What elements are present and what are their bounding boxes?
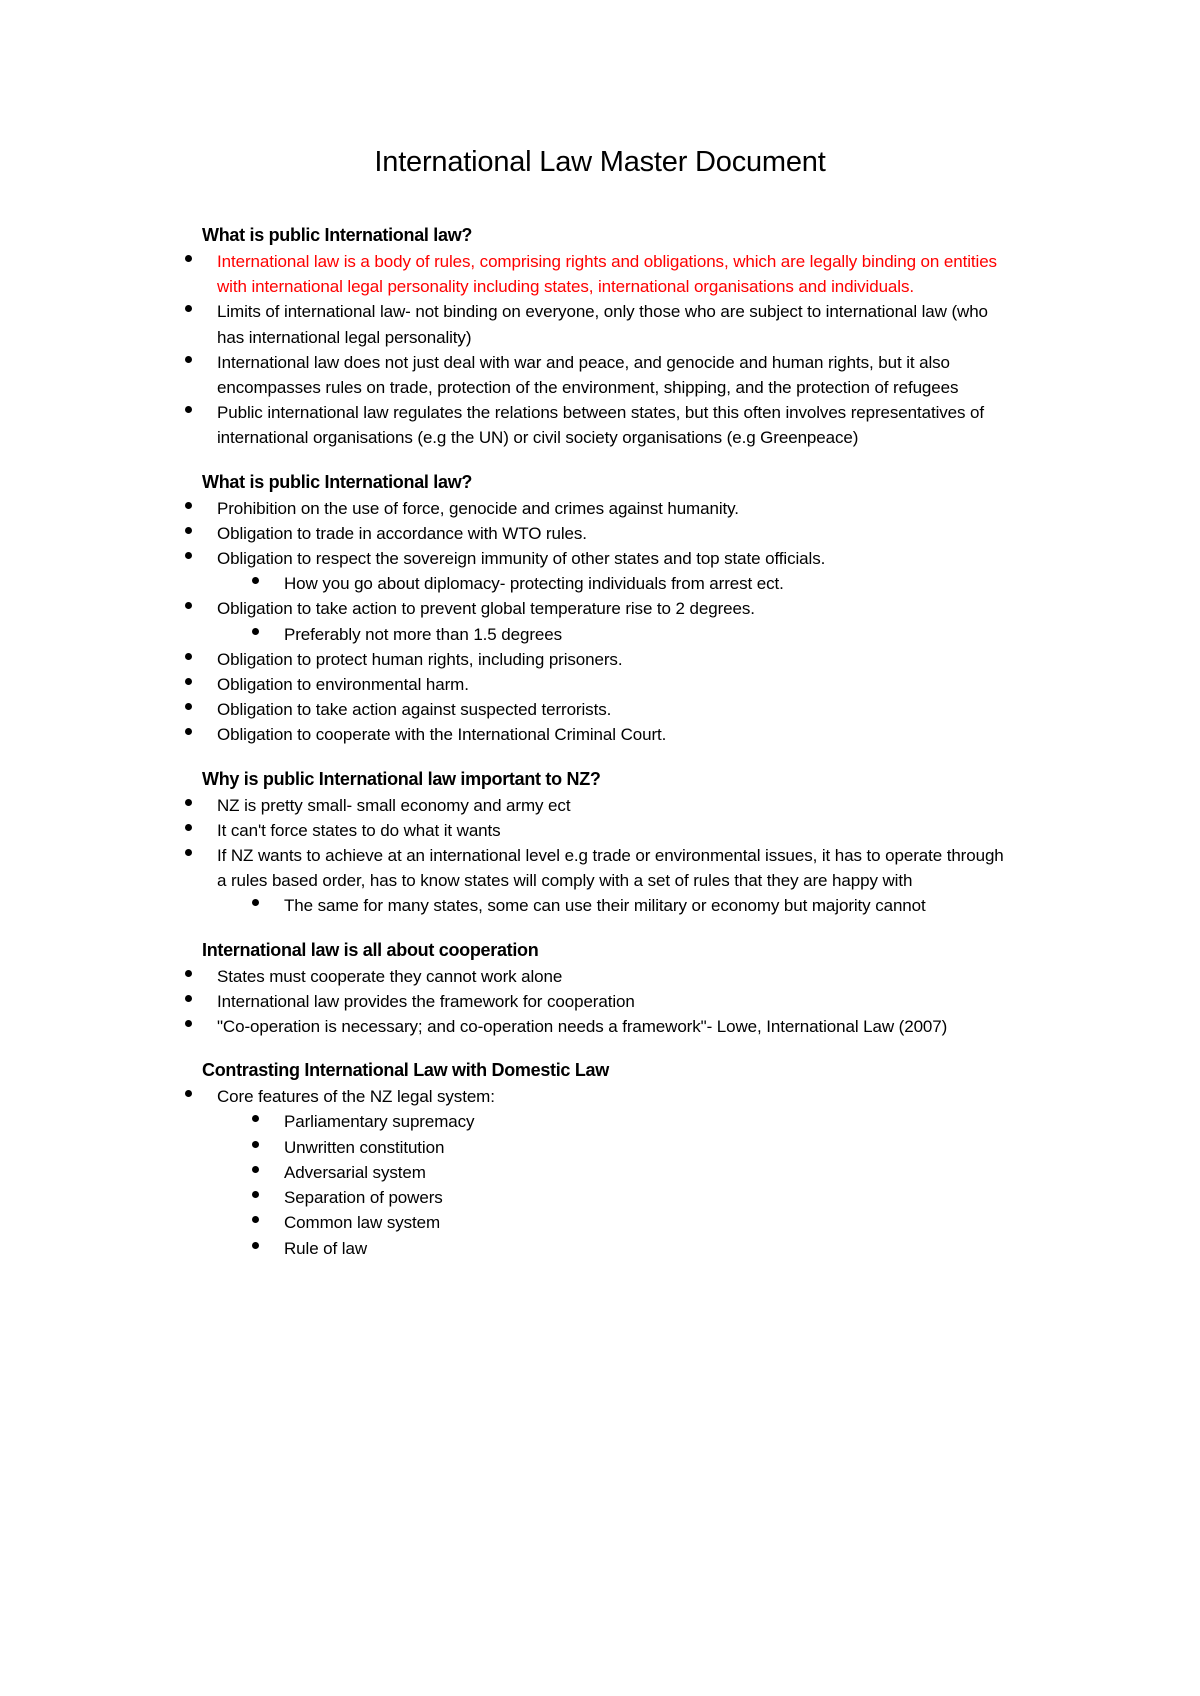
sub-bullet-item	[185, 1185, 1005, 1210]
section-heading: What is public International law?	[202, 225, 473, 245]
bullet-item	[185, 299, 1005, 349]
bullet-dot-icon	[185, 703, 192, 710]
bullet-text: Adversarial system	[284, 1162, 426, 1182]
sub-bullet-item	[185, 893, 1005, 918]
bullet-dot-icon	[185, 824, 192, 831]
bullet-text: Core features of the NZ legal system:	[217, 1087, 495, 1107]
bullet-text: Obligation to cooperate with the International Criminal Court.	[217, 725, 667, 745]
bullet-dot-icon	[185, 799, 192, 806]
bullet-text: International law does not just deal with war and peace, and genocide and human rights, but it also encompasses rules on trade, protection of the environment, shipping, and the protection of refugees	[217, 352, 959, 398]
section-heading: International law is all about cooperation	[202, 939, 539, 960]
bullet-dot-icon	[185, 552, 192, 559]
section	[185, 938, 1005, 1040]
bullet-dot-icon	[185, 653, 192, 660]
bullet-dot-icon	[185, 356, 192, 363]
bullet-text: How you go about diplomacy- protecting individuals from arrest ect.	[284, 574, 784, 594]
section	[185, 223, 1005, 451]
bullet-text: Obligation to environmental harm.	[217, 675, 469, 695]
sub-bullet-item	[185, 1109, 1005, 1134]
bullet-item	[185, 400, 1005, 450]
bullet-text: Common law system	[284, 1213, 441, 1233]
bullet-text: Obligation to take action to prevent global temperature rise to 2 degrees.	[217, 599, 755, 619]
bullet-text: Rule of law	[284, 1238, 367, 1258]
bullet-item	[185, 249, 1005, 299]
bullet-list	[185, 249, 1005, 451]
bullet-dot-icon	[252, 1242, 259, 1249]
bullet-text: Obligation to take action against suspected terrorists.	[217, 700, 612, 720]
bullet-dot-icon	[252, 1115, 259, 1122]
bullet-dot-icon	[252, 577, 259, 584]
section-heading: What is public International law?	[202, 471, 473, 492]
bullet-item	[185, 989, 1005, 1014]
sub-bullet-item	[185, 622, 1005, 647]
bullet-item	[185, 1014, 1005, 1039]
section-heading: Why is public International law important to NZ?	[202, 768, 601, 789]
section	[185, 767, 1005, 919]
bullet-text: "Co-operation is necessary; and co-operation needs a framework"- Lowe, International Law (2007)	[217, 1017, 948, 1037]
bullet-dot-icon	[185, 602, 192, 609]
sub-bullet-item	[185, 1236, 1005, 1261]
sub-bullet-item	[185, 1160, 1005, 1185]
bullet-text: If NZ wants to achieve at an international level e.g trade or environmental issues, it has to operate through a rules based order, has to know states will comply with a set of rules that they are happy with	[217, 846, 1004, 891]
bullet-list	[185, 793, 1005, 919]
bullet-dot-icon	[185, 406, 192, 413]
bullet-text: Public international law regulates the relations between states, but this often involves representatives of international organisations (e.g the UN) or civil society organisations (e.g Greenpeace)	[217, 403, 985, 448]
bullet-item	[185, 647, 1005, 672]
bullet-dot-icon	[185, 255, 192, 262]
bullet-text: Obligation to protect human rights, including prisoners.	[217, 649, 623, 669]
bullet-text: Limits of international law- not binding on everyone, only those who are subject to international law (who has international legal personality)	[217, 302, 988, 347]
bullet-dot-icon	[252, 899, 259, 906]
bullet-text: Preferably not more than 1.5 degrees	[284, 624, 563, 644]
bullet-item	[185, 793, 1005, 818]
bullet-item	[185, 964, 1005, 989]
bullet-text: Obligation to trade in accordance with WTO rules.	[217, 523, 587, 543]
sub-bullet-item	[185, 1135, 1005, 1160]
bullet-dot-icon	[185, 1020, 192, 1027]
bullet-text: The same for many states, some can use their military or economy but majority cannot	[284, 896, 926, 916]
bullet-item	[185, 496, 1005, 521]
sub-bullet-item	[185, 571, 1005, 596]
bullet-dot-icon	[252, 1191, 259, 1198]
bullet-item	[185, 596, 1005, 621]
bullet-dot-icon	[185, 678, 192, 685]
bullet-dot-icon	[185, 995, 192, 1002]
bullet-item	[185, 818, 1005, 843]
bullet-dot-icon	[252, 628, 259, 635]
bullet-dot-icon	[185, 527, 192, 534]
bullet-text: Separation of powers	[284, 1188, 443, 1208]
bullet-dot-icon	[185, 970, 192, 977]
bullet-text: States must cooperate they cannot work alone	[217, 966, 563, 986]
bullet-item	[185, 1084, 1005, 1109]
bullet-dot-icon	[185, 1090, 192, 1097]
bullet-dot-icon	[252, 1141, 259, 1148]
bullet-text: Prohibition on the use of force, genocide and crimes against humanity.	[217, 498, 739, 518]
bullet-item	[185, 546, 1005, 571]
bullet-list	[185, 496, 1005, 748]
bullet-text: NZ is pretty small- small economy and army ect	[217, 795, 571, 815]
bullet-dot-icon	[185, 305, 192, 312]
bullet-item	[185, 350, 1005, 400]
bullet-dot-icon	[185, 502, 192, 509]
bullet-text: International law is a body of rules, comprising rights and obligations, which are legally binding on entities with international legal personality including states, international organisations and individuals.	[217, 252, 997, 297]
bullet-text: Parliamentary supremacy	[284, 1112, 475, 1132]
bullet-text: Obligation to respect the sovereign immunity of other states and top state officials.	[217, 549, 826, 569]
bullet-text: Unwritten constitution	[284, 1137, 445, 1157]
bullet-item	[185, 843, 1005, 893]
bullet-list	[185, 1084, 1005, 1260]
bullet-dot-icon	[185, 849, 192, 856]
section	[185, 470, 1005, 748]
bullet-item	[185, 722, 1005, 747]
document-title: International Law Master Document	[374, 146, 826, 178]
bullet-list	[185, 964, 1005, 1040]
bullet-dot-icon	[252, 1216, 259, 1223]
section-heading: Contrasting International Law with Domestic Law	[202, 1060, 609, 1081]
bullet-item	[185, 672, 1005, 697]
section	[185, 1058, 1005, 1260]
bullet-text: International law provides the framework for cooperation	[217, 991, 635, 1011]
document-body	[185, 223, 1005, 1280]
bullet-dot-icon	[185, 728, 192, 735]
bullet-text: It can't force states to do what it wants	[217, 820, 501, 840]
sub-bullet-item	[185, 1210, 1005, 1235]
bullet-item	[185, 521, 1005, 546]
bullet-dot-icon	[252, 1166, 259, 1173]
bullet-item	[185, 697, 1005, 722]
